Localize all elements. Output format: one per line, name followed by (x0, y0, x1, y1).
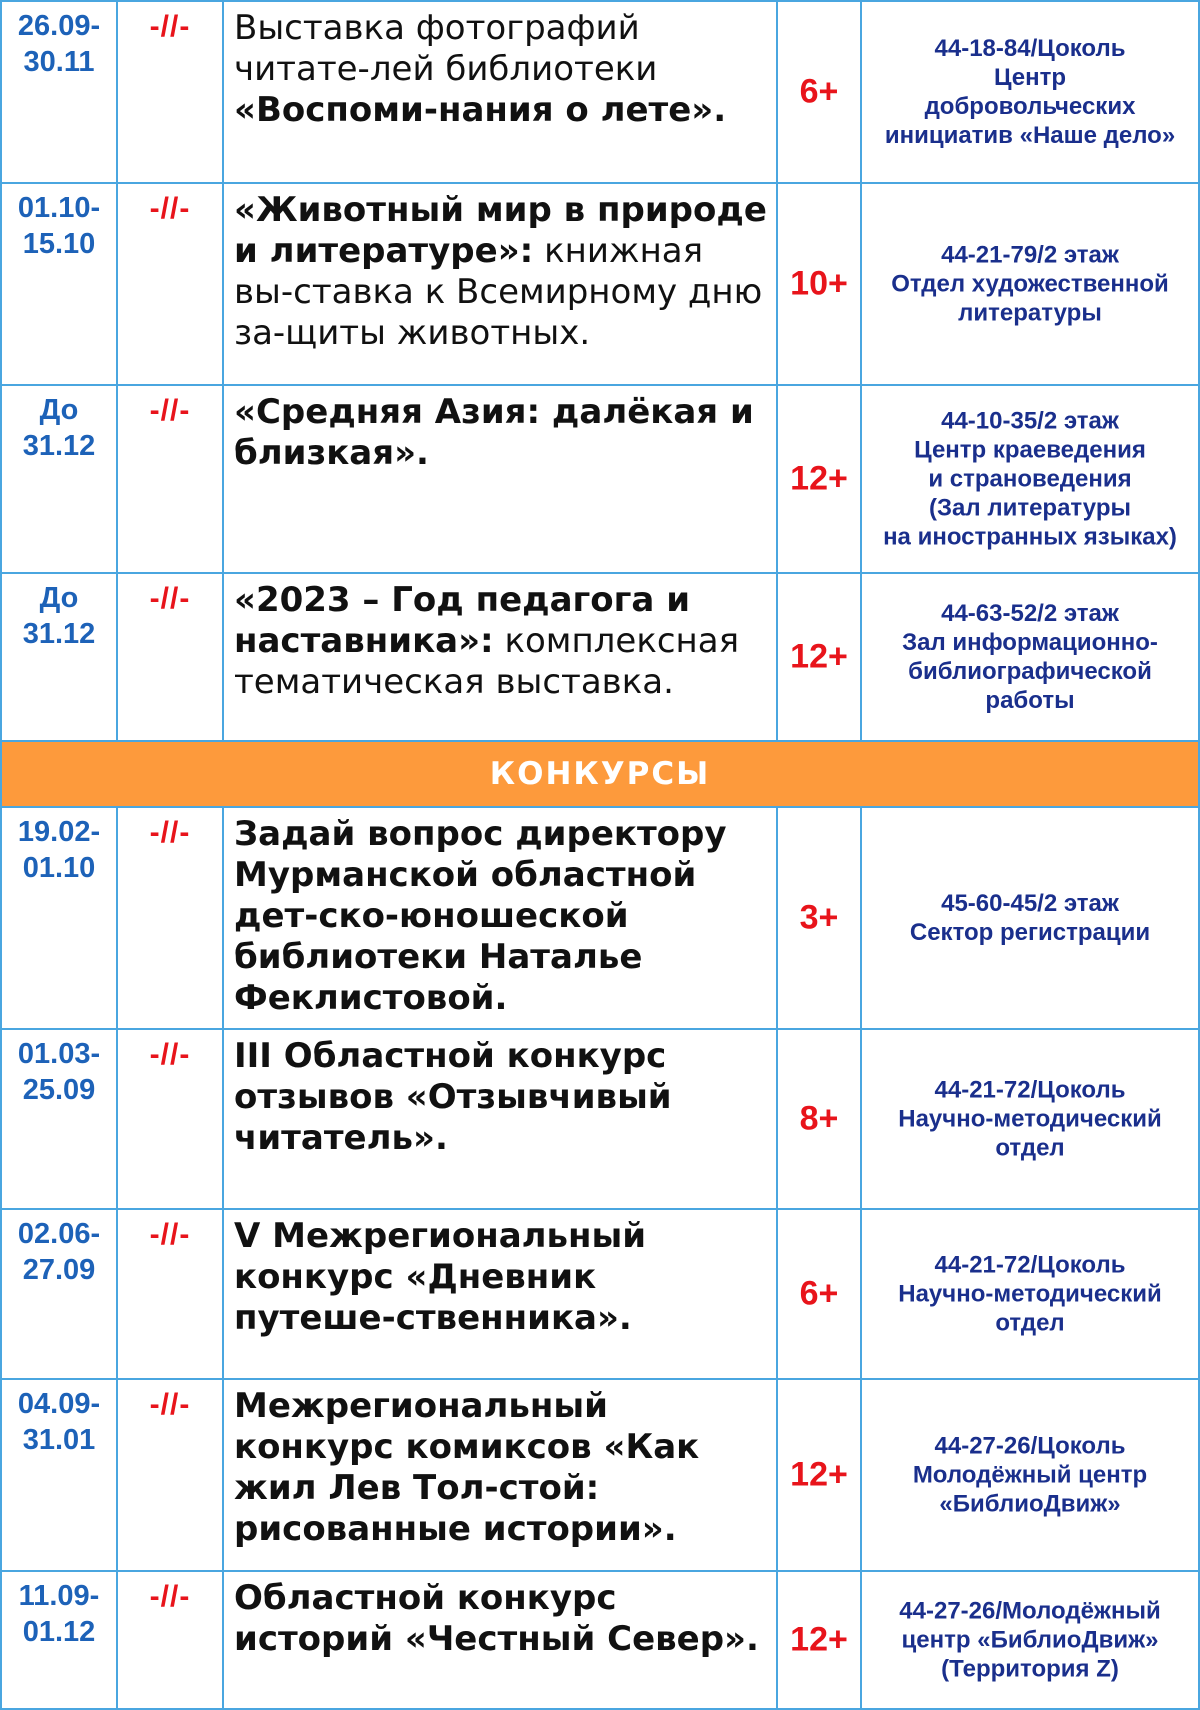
location-line: (Зал литературы (929, 494, 1131, 522)
location-line: 44-27-26/Цоколь (934, 1432, 1126, 1460)
location-line: Научно-методический (898, 1280, 1162, 1308)
event-cell (224, 1572, 778, 1708)
date-range (2, 392, 116, 464)
date-range (2, 1578, 116, 1650)
age-rating: 8+ (799, 1099, 839, 1138)
date-to: 25.09 (22, 1074, 96, 1106)
date-range (2, 580, 116, 652)
ditto-mark: -//- (149, 192, 191, 225)
ditto-cell (118, 808, 224, 1028)
event-title-bold: «Воспоми-нания о лете». (234, 90, 727, 130)
table-row (2, 808, 1198, 1030)
location-info (866, 599, 1194, 715)
location-cell (862, 184, 1198, 384)
location-line: 44-18-84/Цоколь (934, 35, 1126, 62)
location-line: работы (985, 687, 1075, 714)
event-cell (224, 574, 778, 740)
date-cell (2, 1572, 118, 1708)
location-line: 44-21-72/Цоколь (934, 1076, 1126, 1104)
event-title-bold: Задай вопрос директору Мурманской областной дет-ско-юношеской библиотеки Наталье Феклистовой. (234, 814, 727, 1018)
location-line: литературы (958, 299, 1102, 327)
event-title-bold: «Средняя Азия: далёкая и близкая». (234, 392, 754, 473)
date-from: До (39, 394, 79, 426)
table-row (2, 2, 1198, 184)
location-line: центр «БиблиоДвиж» (901, 1626, 1159, 1654)
event-cell (224, 1210, 778, 1378)
location-line: 44-21-72/Цоколь (934, 1251, 1126, 1279)
event-cell (224, 1380, 778, 1570)
date-range (2, 1386, 116, 1458)
table-row (2, 184, 1198, 386)
event-cell (224, 808, 778, 1028)
ditto-mark: -//- (149, 816, 191, 849)
age-rating: 10+ (790, 264, 848, 303)
date-from: 11.09- (18, 1580, 100, 1612)
age-cell (778, 2, 862, 182)
date-cell (2, 184, 118, 384)
event-title (234, 814, 768, 1019)
age-cell (778, 808, 862, 1028)
ditto-cell (118, 1030, 224, 1208)
location-line: инициатив «Наше дело» (884, 122, 1176, 149)
date-from: До (39, 582, 79, 614)
table-row (2, 1030, 1198, 1210)
location-line: «БиблиоДвиж» (939, 1490, 1121, 1518)
location-line: Центр краеведения (914, 436, 1146, 464)
section-title: КОНКУРСЫ (489, 756, 711, 792)
location-line: библиографической (908, 658, 1152, 685)
date-to: 01.12 (22, 1616, 96, 1648)
ditto-cell (118, 574, 224, 740)
age-cell (778, 1380, 862, 1570)
location-cell (862, 1210, 1198, 1378)
date-range (2, 8, 116, 80)
location-cell (862, 1380, 1198, 1570)
date-cell (2, 1030, 118, 1208)
date-from: 01.10- (17, 192, 101, 224)
ditto-cell (118, 386, 224, 572)
location-info (866, 1076, 1194, 1163)
date-cell (2, 1380, 118, 1570)
location-line: Сектор регистрации (909, 919, 1151, 946)
age-cell (778, 574, 862, 740)
age-rating: 12+ (790, 459, 848, 498)
ditto-mark: -//- (149, 394, 191, 427)
table-row (2, 386, 1198, 574)
event-title (234, 1216, 768, 1339)
age-rating: 6+ (799, 72, 839, 111)
event-title (234, 392, 768, 474)
ditto-mark: -//- (149, 582, 191, 615)
date-range (2, 814, 116, 886)
age-rating: 6+ (799, 1274, 839, 1313)
ditto-cell (118, 1380, 224, 1570)
location-info (866, 407, 1194, 552)
ditto-mark: -//- (149, 1580, 191, 1613)
date-range (2, 1036, 116, 1108)
event-cell (224, 1030, 778, 1208)
location-line: (Территория Z) (941, 1655, 1119, 1683)
event-title (234, 190, 768, 354)
table-row (2, 1380, 1198, 1572)
event-cell (224, 386, 778, 572)
date-cell (2, 386, 118, 572)
ditto-cell (118, 184, 224, 384)
location-cell (862, 1030, 1198, 1208)
age-cell (778, 1210, 862, 1378)
date-cell (2, 808, 118, 1028)
event-title (234, 8, 768, 131)
date-to: 30.11 (23, 46, 95, 78)
event-title-bold: Межрегиональный конкурс комиксов «Как жил Лев Тол-стой: рисованные истории». (234, 1386, 700, 1549)
date-to: 15.10 (22, 228, 96, 260)
location-line: Научно-методический (898, 1105, 1162, 1133)
ditto-mark: -//- (149, 1038, 191, 1071)
event-cell (224, 2, 778, 182)
date-from: 19.02- (17, 816, 101, 848)
location-cell (862, 574, 1198, 740)
event-title (234, 580, 768, 703)
table-row (2, 1572, 1198, 1708)
event-title (234, 1036, 768, 1159)
table-row (2, 1210, 1198, 1380)
event-title-bold: III Областной конкурс отзывов «Отзывчивый читатель». (234, 1036, 672, 1158)
location-line: Зал информационно- (902, 629, 1158, 656)
ditto-cell (118, 1210, 224, 1378)
event-title-bold: «2023 – Год педагога и наставника»: (234, 580, 691, 661)
event-title (234, 1386, 768, 1550)
age-cell (778, 386, 862, 572)
ditto-mark: -//- (149, 1218, 191, 1251)
location-line: 44-10-35/2 этаж (941, 407, 1119, 435)
age-rating: 12+ (790, 1620, 848, 1659)
location-cell (862, 2, 1198, 182)
date-range (2, 1216, 116, 1288)
location-line: добровольческих (924, 93, 1136, 120)
date-cell (2, 574, 118, 740)
date-to: 01.10 (22, 852, 96, 884)
age-rating: 12+ (790, 637, 848, 676)
date-from: 01.03- (17, 1038, 101, 1070)
date-from: 02.06- (17, 1218, 101, 1250)
event-title-plain: книжная вы-ставка к Всемирному дню за-щиты животных. (234, 231, 763, 353)
event-title-plain: Выставка фотографий читате-лей библиотеки (234, 8, 658, 89)
date-from: 26.09- (17, 10, 101, 42)
location-line: на иностранных языках) (883, 523, 1177, 551)
table-row (2, 574, 1198, 742)
age-rating: 3+ (799, 898, 839, 937)
age-cell (778, 1572, 862, 1708)
event-title-bold: Областной конкурс историй «Честный Север». (234, 1578, 759, 1659)
date-to: 31.01 (22, 1424, 96, 1456)
date-range (2, 190, 116, 262)
location-info (866, 889, 1194, 947)
event-title-plain: комплексная тематическая выставка. (234, 621, 740, 702)
location-line: 44-21-79/2 этаж (941, 241, 1119, 269)
event-title-bold: «Животный мир в природе и литературе»: (234, 190, 767, 271)
ditto-cell (118, 2, 224, 182)
location-line: Отдел художественной (891, 270, 1169, 298)
event-title (234, 1578, 768, 1660)
date-to: 27.09 (22, 1254, 96, 1286)
location-info (866, 1251, 1194, 1338)
date-from: 04.09- (17, 1388, 101, 1420)
location-info (866, 241, 1194, 328)
location-info (866, 1597, 1194, 1684)
ditto-mark: -//- (149, 1388, 191, 1421)
age-rating: 12+ (790, 1455, 848, 1494)
age-cell (778, 184, 862, 384)
location-cell (862, 808, 1198, 1028)
date-to: 31.12 (22, 430, 96, 462)
location-line: 45-60-45/2 этаж (941, 890, 1119, 917)
location-cell (862, 1572, 1198, 1708)
location-line: Молодёжный центр (912, 1461, 1148, 1489)
date-cell (2, 1210, 118, 1378)
age-cell (778, 1030, 862, 1208)
ditto-cell (118, 1572, 224, 1708)
location-line: и страноведения (928, 465, 1132, 493)
location-line: 44-63-52/2 этаж (941, 600, 1119, 627)
date-cell (2, 2, 118, 182)
ditto-mark: -//- (149, 10, 191, 43)
location-info (866, 34, 1194, 150)
section-header (2, 742, 1198, 808)
location-line: отдел (995, 1309, 1065, 1337)
date-to: 31.12 (22, 618, 96, 650)
event-title-bold: V Межрегиональный конкурс «Дневник путеше-ственника». (234, 1216, 647, 1338)
location-line: отдел (995, 1134, 1065, 1162)
event-cell (224, 184, 778, 384)
location-line: Центр (993, 64, 1067, 91)
location-cell (862, 386, 1198, 572)
location-info (866, 1432, 1194, 1519)
location-line: 44-27-26/Молодёжный (899, 1597, 1161, 1625)
